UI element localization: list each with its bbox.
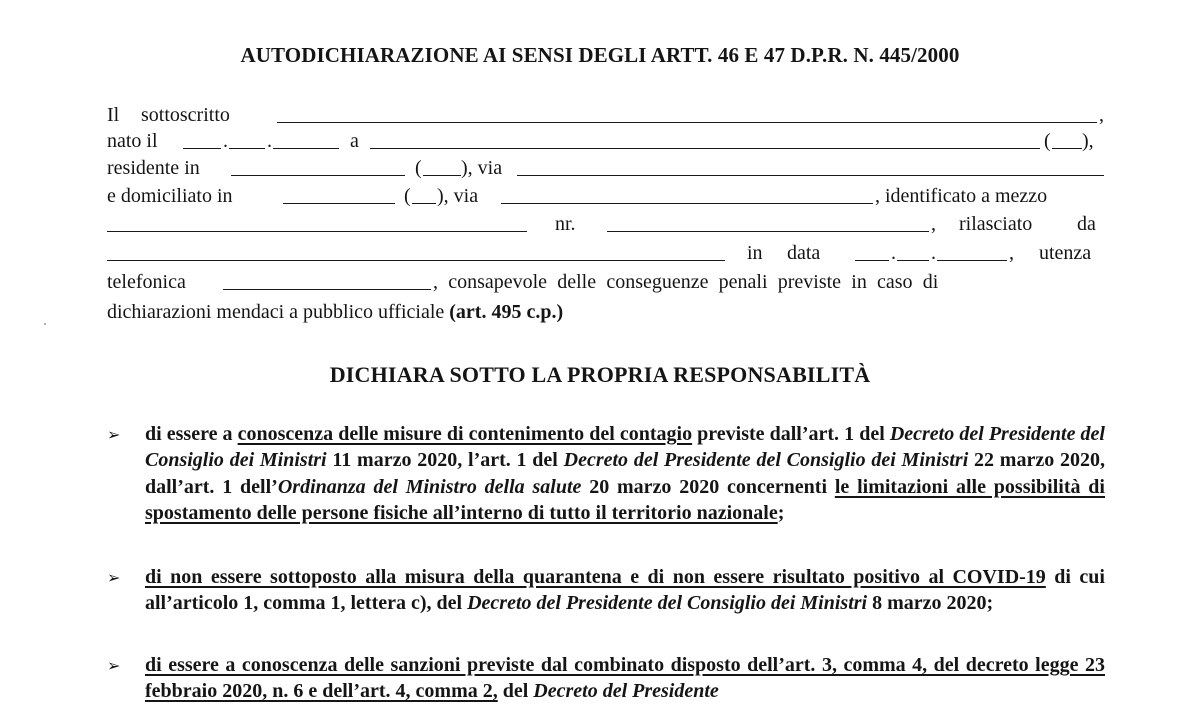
text-art-495: (art. 495 c.p.) — [449, 301, 564, 323]
form-line-documento — [107, 211, 1104, 237]
label-utenza: utenza — [1039, 242, 1092, 264]
field-ente-rilascio[interactable] — [107, 240, 725, 261]
field-provincia-residenza[interactable] — [423, 155, 461, 176]
arrow-bullet-icon: ➢ — [107, 568, 121, 587]
paren: ( — [1044, 130, 1051, 152]
dot: . — [891, 242, 896, 264]
text: 11 marzo 2020, l’art. 1 del — [326, 449, 564, 472]
text: 22 marzo 2020, dall’art. 1 dell’ — [145, 449, 1105, 498]
label-nato-il: nato il — [107, 130, 158, 152]
field-giorno-rilascio[interactable] — [855, 240, 889, 261]
arrow-bullet-icon: ➢ — [107, 656, 121, 675]
label-data: data — [787, 242, 821, 264]
label-via: ), via — [461, 157, 503, 179]
form-line-domiciliato — [107, 183, 1104, 209]
text: del — [497, 680, 534, 703]
label-sottoscritto: sottoscritto — [141, 104, 230, 126]
form-line-dichiarazioni — [107, 299, 1104, 325]
paren: ( — [404, 185, 411, 207]
comma: , — [1009, 242, 1014, 264]
field-mese-nascita[interactable] — [229, 128, 265, 149]
form-line-rilascio — [107, 240, 1104, 266]
field-anno-nascita[interactable] — [273, 128, 339, 149]
comma: , — [931, 213, 936, 235]
label-telefonica: telefonica — [107, 271, 186, 293]
text: di cui all’articolo 1, comma 1, lettera c), del — [145, 566, 1105, 615]
label-via: ), via — [437, 185, 479, 207]
field-mese-rilascio[interactable] — [897, 240, 929, 261]
text: ; — [777, 502, 785, 525]
label-residente-in: residente in — [107, 157, 200, 179]
arrow-bullet-icon: ➢ — [107, 425, 121, 444]
field-nome[interactable] — [277, 102, 1097, 123]
document-title: AUTODICHIARAZIONE AI SENSI DEGLI ARTT. 46 E 47 D.P.R. N. 445/2000 — [240, 43, 960, 67]
text: previste dall’art. 1 del — [692, 423, 890, 445]
dot: . — [931, 242, 936, 264]
field-telefono[interactable] — [223, 269, 431, 290]
field-giorno-nascita[interactable] — [183, 128, 221, 149]
field-luogo-nascita[interactable] — [370, 128, 1040, 149]
field-comune-residenza[interactable] — [231, 155, 405, 176]
declaration-item-1 — [145, 421, 1105, 527]
italic-text: Decreto del Presidente del Consiglio dei Ministri — [467, 592, 868, 615]
field-numero-documento[interactable] — [607, 211, 929, 232]
label-consapevole: , consapevole delle conseguenze penali previste in caso di — [433, 271, 939, 293]
underlined-text: di non essere sottoposto alla misura della quarantena e di non essere risultato positivo al COVID-19 — [145, 566, 1046, 588]
form-line-sottoscritto — [107, 102, 1104, 128]
text: di essere a — [145, 423, 238, 445]
label-in: in — [747, 242, 763, 264]
form-line-residente — [107, 155, 1104, 181]
dot: . — [267, 130, 272, 152]
underlined-text: di essere a conoscenza delle sanzioni previste dal combinato disposto dell’art. 3, comma 4, del decreto legge 23 febbraio 2020, n. 6 e dell’art. 4, comma 2, — [145, 654, 1105, 703]
comma: , — [1099, 104, 1104, 126]
declaration-item-3 — [145, 652, 1105, 705]
section-heading: DICHIARA SOTTO LA PROPRIA RESPONSABILITÀ — [329, 362, 871, 387]
italic-text: Decreto del Presidente del Consiglio dei Ministri — [145, 423, 1105, 472]
label-domiciliato-in: e domiciliato in — [107, 185, 233, 207]
scan-speck — [44, 323, 46, 325]
label-a: a — [350, 130, 359, 152]
text: 20 marzo 2020 concernenti — [581, 475, 835, 498]
italic-text: Decreto del Presidente del Consiglio dei Ministri — [563, 449, 969, 472]
label-rilasciato: rilasciato — [959, 213, 1033, 235]
paren: ( — [415, 157, 422, 179]
label-il: Il — [107, 104, 120, 126]
paren: ), — [1082, 130, 1094, 152]
label-nr: nr. — [555, 213, 576, 235]
field-tipo-documento[interactable] — [107, 211, 527, 232]
label-identificato: , identificato a mezzo — [875, 185, 1048, 207]
label-dichiarazioni-mendaci — [107, 299, 563, 325]
field-comune-domicilio[interactable] — [283, 183, 395, 204]
field-via-residenza[interactable] — [517, 155, 1104, 176]
label-da: da — [1077, 213, 1096, 235]
dot: . — [223, 130, 228, 152]
declaration-item-2 — [145, 564, 1105, 617]
underlined-text: conoscenza delle misure di contenimento del contagio — [237, 423, 693, 445]
underlined-text: le limitazioni alle possibilità di spostamento delle persone fisiche all’interno di tutto il territorio nazionale — [145, 475, 1105, 525]
field-anno-rilascio[interactable] — [937, 240, 1007, 261]
italic-text: Decreto del Presidente — [533, 680, 719, 703]
field-via-domicilio[interactable] — [501, 183, 873, 204]
form-line-telefonica — [107, 269, 1104, 295]
italic-text: Ordinanza del Ministro della salute — [277, 475, 582, 498]
field-provincia-domicilio[interactable] — [412, 183, 436, 204]
text-dichiarazioni: dichiarazioni mendaci a pubblico ufficiale — [107, 301, 445, 323]
form-line-nato — [107, 128, 1104, 154]
text: 8 marzo 2020; — [867, 592, 994, 615]
field-provincia-nascita[interactable] — [1052, 128, 1082, 149]
